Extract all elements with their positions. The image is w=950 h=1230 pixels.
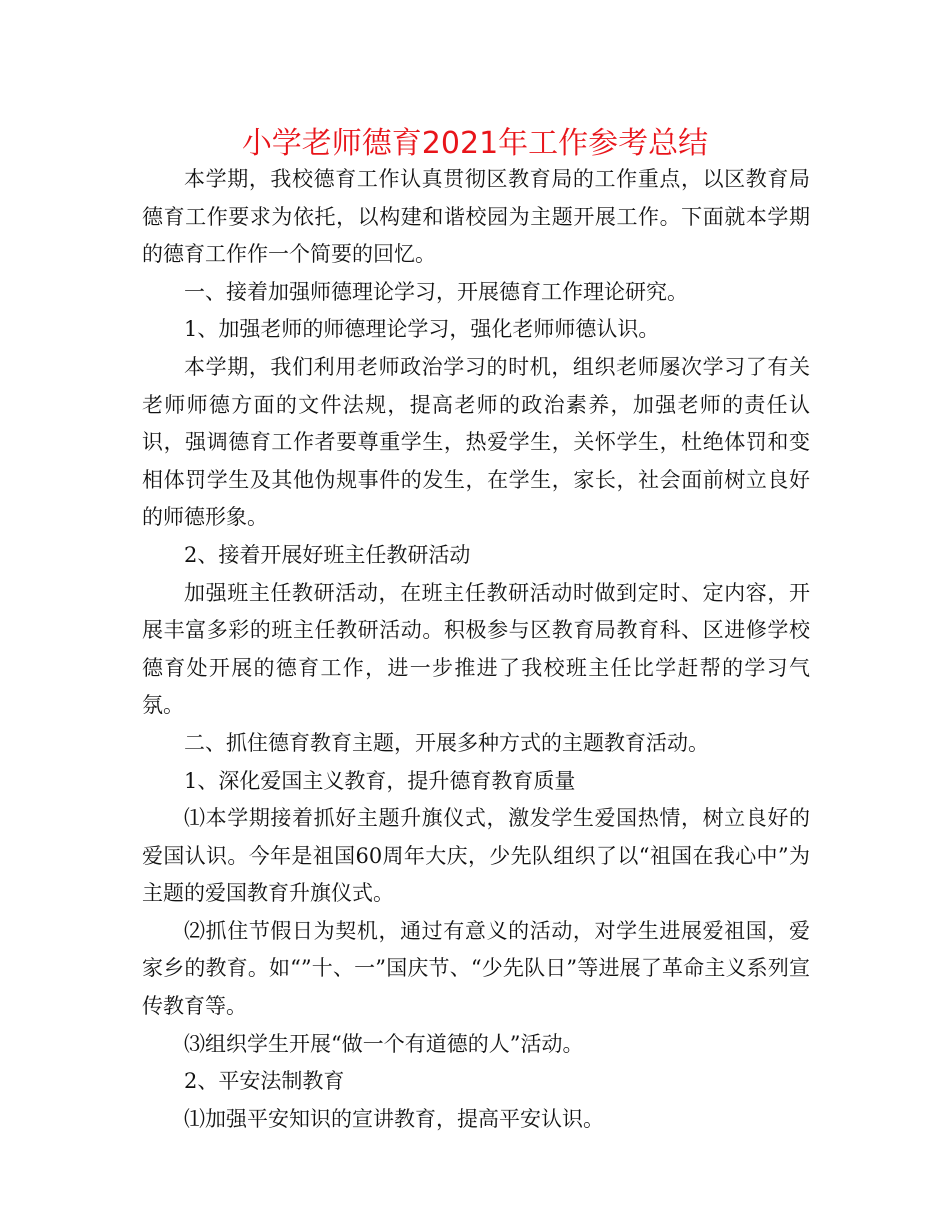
paragraph: ⑴加强平安知识的宣讲教育，提高平安认识。 <box>184 1106 604 1131</box>
paragraph: 本学期，我们利用老师政治学习的时机，组织老师屡次学习了有关老师师德方面的文件法规，提高老师的政治素养，加强老师的责任认识，强调德育工作者要尊重学生，热爱学生，关怀学生，杜绝体罚和变相体罚学生及其他伪规事件的发生，在学生，家长，社会面前树立良好的师德形象。 <box>142 354 810 530</box>
paragraph: 二、抓住德育教育主题，开展多种方式的主题教育活动。 <box>184 730 709 755</box>
paragraph: 加强班主任教研活动，在班主任教研活动时做到定时、定内容，开展丰富多彩的班主任教研活动。积极参与区教育局教育科、区进修学校德育处开展的德育工作，进一步推进了我校班主任比学赶帮的学习气氛。 <box>142 580 810 718</box>
paragraph: 1、深化爱国主义教育，提升德育教育质量 <box>184 768 576 793</box>
paragraph: ⑶组织学生开展“做一个有道德的人”活动。 <box>184 1031 584 1056</box>
paragraph: 一、接着加强师德理论学习，开展德育工作理论研究。 <box>184 279 688 304</box>
document-title: 小学老师德育2021年工作参考总结 <box>241 126 709 161</box>
paragraph: 2、平安法制教育 <box>184 1069 345 1094</box>
paragraph: 2、接着开展好班主任教研活动 <box>184 542 471 567</box>
paragraph: 本学期，我校德育工作认真贯彻区教育局的工作重点，以区教育局德育工作要求为依托，以构建和谐校园为主题开展工作。下面就本学期的德育工作作一个简要的回忆。 <box>142 167 810 267</box>
paragraph: ⑴本学期接着抓好主题升旗仪式，激发学生爱国热情，树立良好的爱国认识。今年是祖国60周年大庆，少先队组织了以“祖国在我心中”为主题的爱国教育升旗仪式。 <box>142 806 810 906</box>
paragraph: 1、加强老师的师德理论学习，强化老师师德认识。 <box>184 317 660 342</box>
paragraph: ⑵抓住节假日为契机，通过有意义的活动，对学生进展爱祖国，爱家乡的教育。如“”十、一”国庆节、“少先队日”等进展了革命主义系列宣传教育等。 <box>142 918 810 1019</box>
document-body <box>142 161 810 1138</box>
